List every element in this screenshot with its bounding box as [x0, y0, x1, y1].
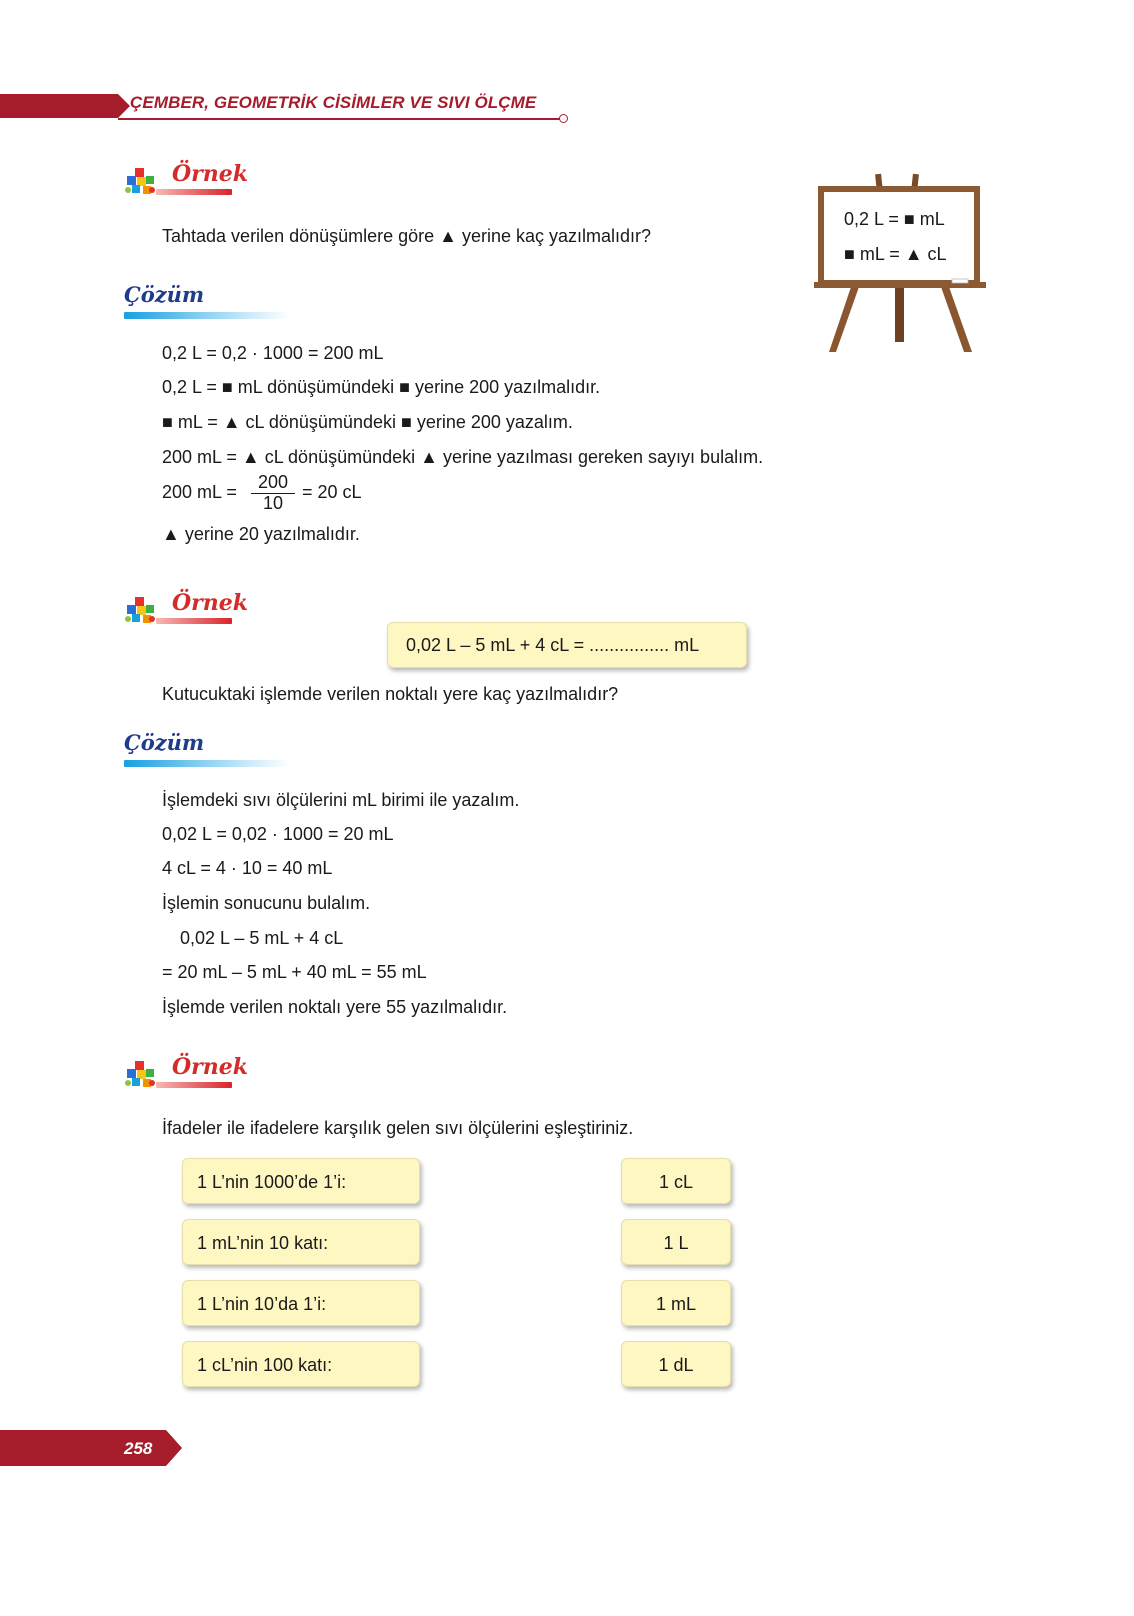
header-ribbon-arrow: [118, 94, 130, 118]
match-right-text: 1 mL: [655, 1294, 697, 1314]
solution-2-line-3: 4 cL = 4 · 10 = 40 mL: [162, 858, 333, 878]
fraction-right: = 20 cL: [302, 482, 362, 502]
example-underline: [156, 618, 232, 624]
example-2-question: Kutucuktaki işlemde verilen noktalı yere kaç yazılmalıdır?: [162, 684, 619, 704]
solution-1-line-2: 0,2 L = ■ mL dönüşümündeki ■ yerine 200 yazılmalıdır.: [162, 377, 601, 397]
chapter-title: ÇEMBER, GEOMETRİK CİSİMLER VE SIVI ÖLÇME: [130, 93, 537, 112]
match-right-item: [621, 1280, 731, 1326]
easel-board: [812, 172, 988, 354]
example-label: Örnek: [172, 161, 248, 187]
match-left-item: [182, 1158, 420, 1204]
solution-1-line-3: ■ mL = ▲ cL dönüşümündeki ■ yerine 200 yazalım.: [162, 412, 573, 432]
match-right-item: [621, 1158, 731, 1204]
cubes-icon: [124, 166, 158, 196]
example-label: Örnek: [172, 590, 248, 616]
solution-underline: [124, 312, 290, 319]
solution-label: Çözüm: [124, 730, 205, 755]
page-number: 258: [124, 1439, 153, 1458]
solution-1-conclusion: ▲ yerine 20 yazılmalıdır.: [162, 524, 360, 544]
fraction-numerator: 200: [257, 472, 289, 492]
fraction-equation: [162, 470, 422, 520]
match-right-text: 1 cL: [658, 1172, 694, 1192]
example-label: Örnek: [172, 1054, 248, 1080]
fraction-denominator: 10: [262, 493, 284, 513]
expression-box: [387, 622, 747, 668]
example-1-question: Tahtada verilen dönüşümlere göre ▲ yerine kaç yazılmalıdır?: [162, 226, 652, 246]
match-left-item: [182, 1341, 420, 1387]
match-right-item: [621, 1341, 731, 1387]
header-ribbon: [0, 94, 118, 118]
match-left-text: 1 L’nin 1000’de 1’i:: [197, 1172, 347, 1192]
match-left-text: 1 L’nin 10’da 1’i:: [197, 1294, 327, 1314]
match-right-text: 1 dL: [658, 1355, 694, 1375]
solution-2-line-2: 0,02 L = 0,02 · 1000 = 20 mL: [162, 824, 394, 844]
match-right-item: [621, 1219, 731, 1265]
example-underline: [156, 1082, 232, 1088]
cubes-icon: [124, 1059, 158, 1089]
header-underline-dot: [559, 114, 568, 123]
solution-underline: [124, 760, 290, 767]
example-underline: [156, 189, 232, 195]
header-underline: [118, 118, 564, 120]
solution-2-line-1: İşlemdeki sıvı ölçülerini mL birimi ile yazalım.: [162, 790, 520, 810]
match-left-text: 1 cL’nin 100 katı:: [197, 1355, 333, 1375]
expression-text: 0,02 L – 5 mL + 4 cL = ................ mL: [406, 635, 700, 655]
solution-1-line-4: 200 mL = ▲ cL dönüşümündeki ▲ yerine yazılması gereken sayıyı bulalım.: [162, 447, 764, 467]
match-left-item: [182, 1280, 420, 1326]
match-left-text: 1 mL’nin 10 katı:: [197, 1233, 329, 1253]
solution-label: Çözüm: [124, 282, 205, 307]
page-number-arrow: [166, 1430, 182, 1466]
cubes-icon: [124, 595, 158, 625]
solution-2-line-6: = 20 mL – 5 mL + 40 mL = 55 mL: [162, 962, 427, 982]
solution-2-line-4: İşlemin sonucunu bulalım.: [162, 893, 371, 913]
solution-2-line-7: İşlemde verilen noktalı yere 55 yazılmalıdır.: [162, 997, 508, 1017]
fraction-left: 200 mL =: [162, 482, 237, 502]
solution-1-line-1: 0,2 L = 0,2 · 1000 = 200 mL: [162, 343, 384, 363]
board-line-2: ■ mL = ▲ cL: [844, 244, 947, 264]
example-3-question: İfadeler ile ifadelere karşılık gelen sıvı ölçülerini eşleştiriniz.: [162, 1118, 634, 1138]
board-line-1: 0,2 L = ■ mL: [844, 209, 945, 229]
match-left-item: [182, 1219, 420, 1265]
match-right-text: 1 L: [663, 1233, 689, 1253]
solution-2-line-5: 0,02 L – 5 mL + 4 cL: [180, 928, 344, 948]
